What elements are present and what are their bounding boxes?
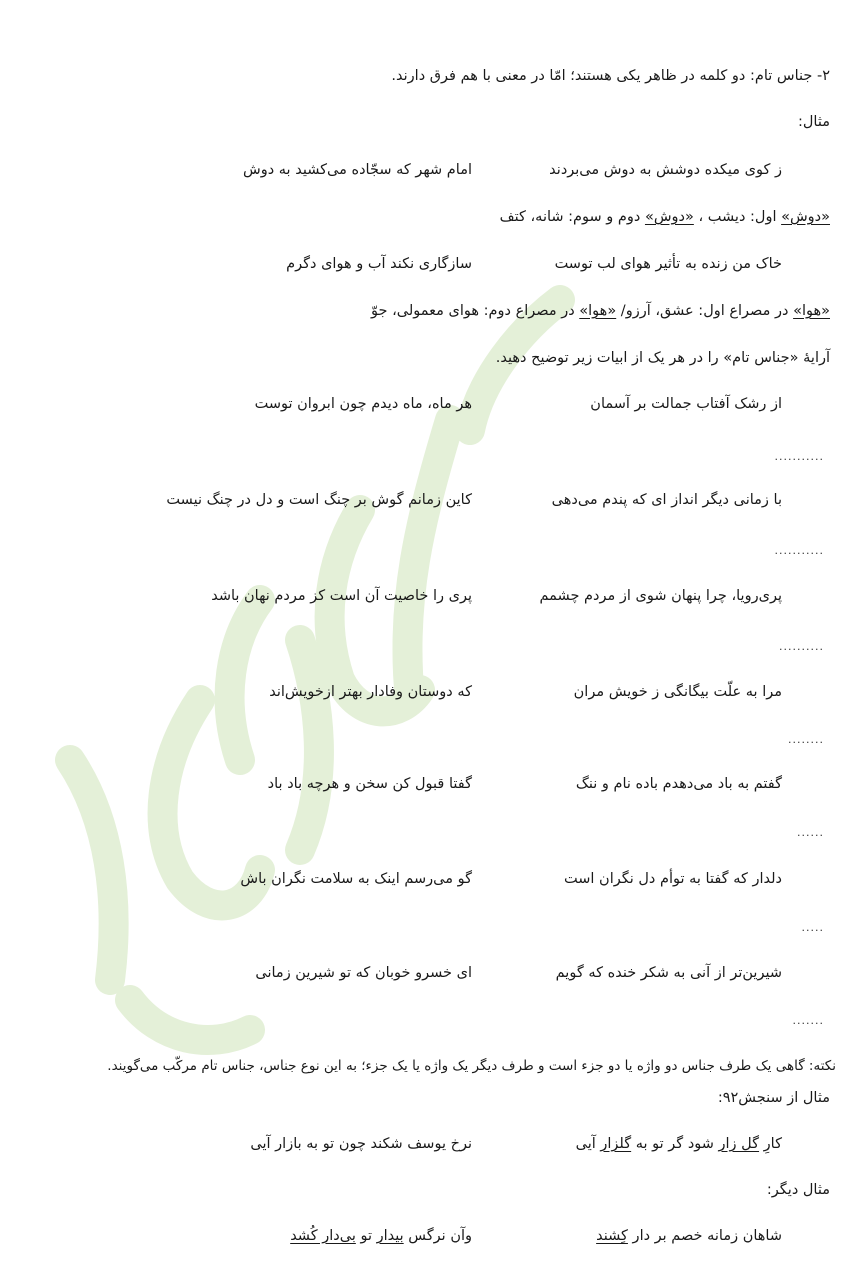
verse-hemistich-2: نرخ یوسف شکند چون تو به بازار آیی [250, 1136, 472, 1152]
answer-blank: .......... [779, 640, 824, 653]
section-heading: ۲- جناس تام: دو کلمه در ظاهر یکی هستند؛ امّا در معنی با هم فرق دارند. [391, 68, 830, 84]
verse-hemistich-2: گو می‌رسم اینک به سلامت نگران باش [240, 871, 472, 887]
verse-hemistich-1: خاک من زنده به تأثیر هوای لب توست [554, 256, 782, 272]
verse-hemistich-2: پری را خاصیت آن است کز مردم نهان باشد [211, 588, 472, 604]
verse-hemistich-2: سازگاری نکند آب و هوای دگرم [286, 256, 472, 272]
highlight-word: «هوا» [579, 303, 617, 319]
verse-hemistich-2: کاین زمانم گوش بر چنگ است و دل در چنگ نیست [166, 492, 472, 508]
explanation-hava: «هوا» در مصراع اول: عشق، آرزو/ «هوا» در مصراع دوم: هوای معمولی، جوّ [371, 303, 830, 319]
note-text: نکته: گاهی یک طرف جناس دو واژه یا دو جزء است و طرف دیگر یک واژه یا یک جزء؛ به این نوع جناس، جناس تام مرکّب می‌گویند. [107, 1058, 836, 1074]
verse-hemistich-1: شیرین‌تر از آنی به شکر خنده که گویم [555, 965, 782, 981]
verse-hemistich-1: پری‌رویا، چرا پنهان شوی از مردم چشمم [539, 588, 782, 604]
verse-hemistich-2: وآن نرگس بیدار تو بی‌دار کُشد [290, 1228, 472, 1244]
verse-hemistich-2: گفتا قبول کن سخن و هرچه باد باد [267, 776, 472, 792]
answer-blank: ..... [801, 921, 824, 934]
verse-hemistich-1: گفتم به باد می‌دهدم باده نام و ننگ [575, 776, 782, 792]
verse-hemistich-1: ز کوی میکده دوشش به دوش می‌بردند [549, 162, 782, 178]
verse-hemistich-2: ای خسرو خوبان که تو شیرین زمانی [255, 965, 472, 981]
answer-blank: ....... [792, 1014, 824, 1027]
exercise-instruction: آرایۀ «جناس تام» را در هر یک از ابیات زیر توضیح دهید. [495, 350, 830, 366]
highlight-word: «دوش» [644, 209, 694, 225]
sanjesh-label: مثال از سنجش۹۲: [717, 1090, 830, 1106]
verse-hemistich-1: دلدار که گفتا به توأم دل نگران است [564, 871, 782, 887]
verse-hemistich-2: هر ماه، ماه دیدم چون ابروان توست [254, 396, 472, 412]
verse-hemistich-1: شاهان زمانه خصم بر دار کِشند [596, 1228, 782, 1244]
example-label: مثال: [798, 114, 830, 130]
highlight-word: «هوا» [793, 303, 830, 319]
answer-blank: ........... [774, 450, 824, 463]
verse-hemistich-1: مرا به علّت بیگانگی ز خویش مران [573, 684, 782, 700]
verse-hemistich-1: با زمانی دیگر انداز ای که پندم می‌دهی [551, 492, 782, 508]
verse-hemistich-1: کارِ گل زار شود گر تو به گلزار آیی [575, 1136, 782, 1152]
verse-hemistich-2: امام شهر که سجّاده می‌کشید به دوش [243, 162, 472, 178]
verse-hemistich-2: که دوستان وفادار بهتر ازخویش‌اند [269, 684, 472, 700]
answer-blank: ........ [788, 733, 824, 746]
highlight-word: «دوش» [781, 209, 830, 225]
answer-blank: ...... [797, 826, 824, 839]
verse-hemistich-1: از رشک آفتاب جمالت بر آسمان [590, 396, 782, 412]
explanation-dosh: «دوش» اول: دیشب ، «دوش» دوم و سوم: شانه، کتف [499, 209, 830, 225]
other-example-label: مثال دیگر: [766, 1182, 830, 1198]
answer-blank: ........... [774, 544, 824, 557]
